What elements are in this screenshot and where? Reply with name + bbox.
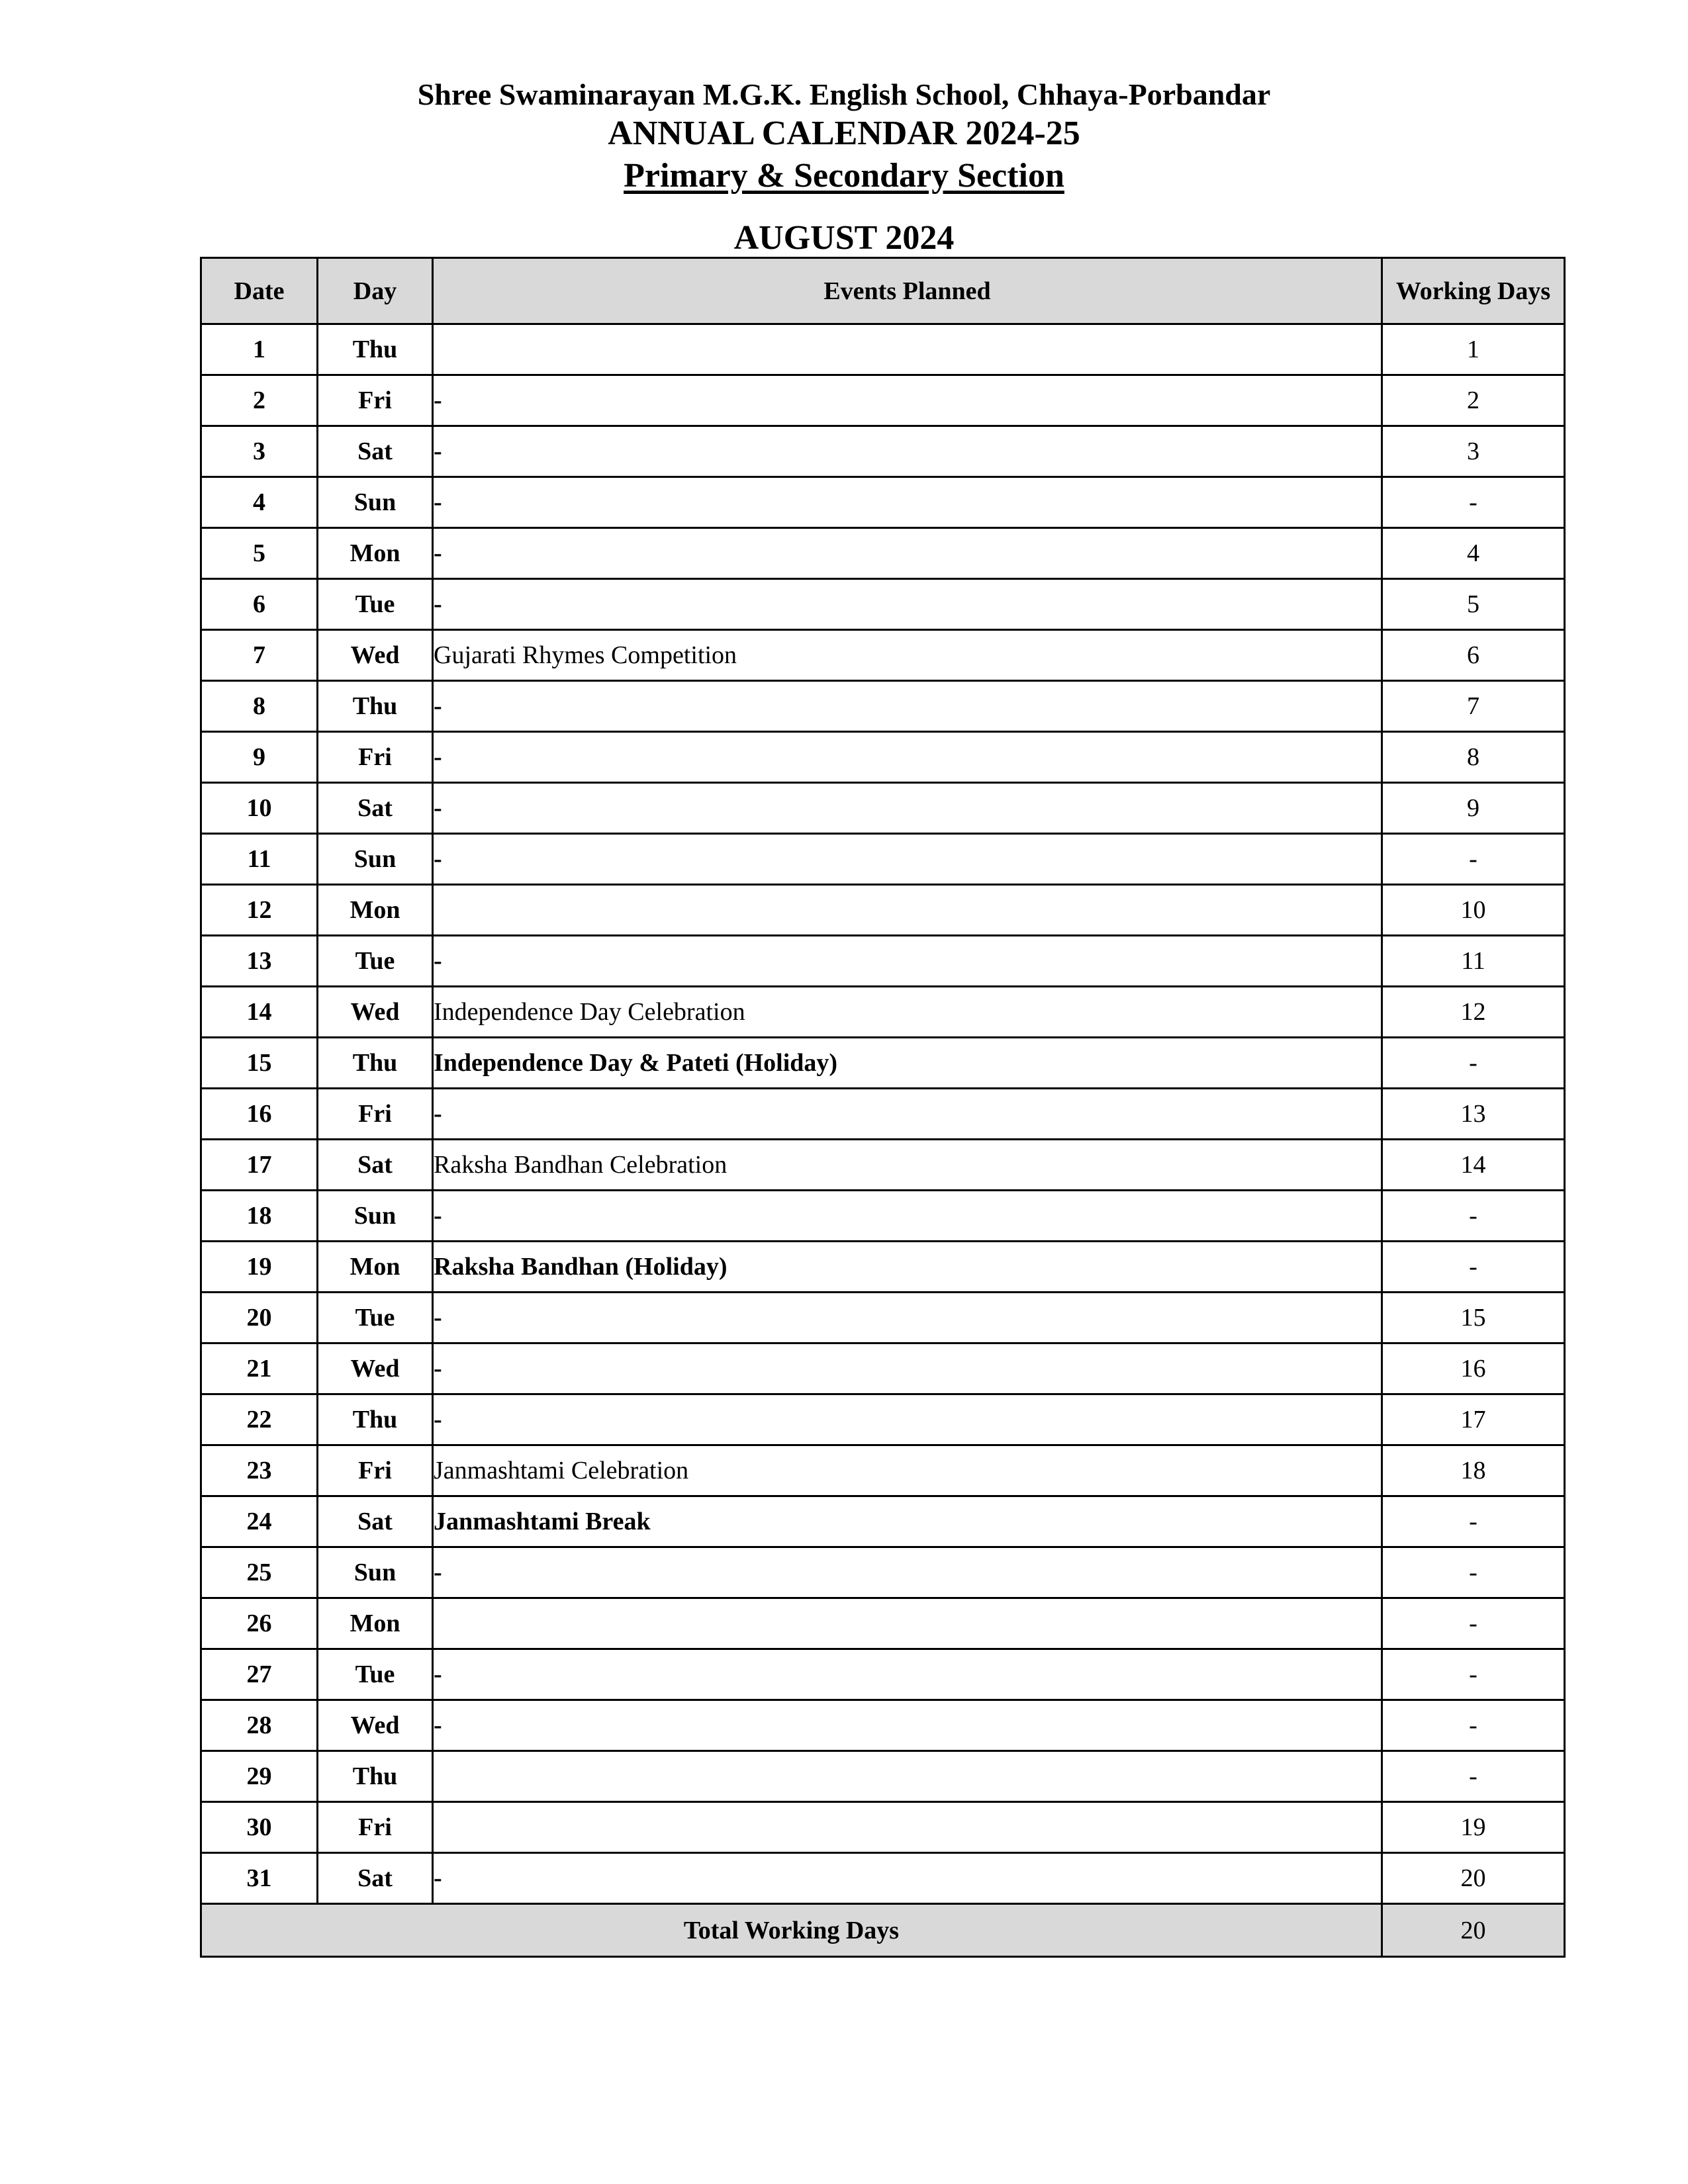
day-cell: Thu (318, 1751, 433, 1802)
day-cell: Mon (318, 1242, 433, 1293)
calendar-body (201, 324, 1565, 1904)
calendar-title: ANNUAL CALENDAR 2024-25 (608, 114, 1080, 152)
day-cell: Mon (318, 885, 433, 936)
table-row (201, 1242, 1565, 1293)
section-title: Primary & Secondary Section (624, 157, 1064, 195)
working-days-cell: 4 (1382, 528, 1565, 579)
table-row (201, 1649, 1565, 1700)
working-days-cell: - (1382, 1191, 1565, 1242)
date-cell: 6 (201, 579, 318, 630)
event-cell: - (433, 1649, 1382, 1700)
event-cell: - (433, 1089, 1382, 1140)
working-days-cell: - (1382, 834, 1565, 885)
table-row (201, 1445, 1565, 1496)
table-row (201, 1038, 1565, 1089)
working-days-cell: 8 (1382, 732, 1565, 783)
working-days-cell: 6 (1382, 630, 1565, 681)
day-cell: Wed (318, 630, 433, 681)
column-header-working-days: Working Days (1382, 258, 1565, 324)
date-cell: 25 (201, 1547, 318, 1598)
table-row (201, 1598, 1565, 1649)
event-cell: - (433, 426, 1382, 477)
day-cell: Thu (318, 324, 433, 375)
table-row (201, 324, 1565, 375)
table-row (201, 1802, 1565, 1853)
day-cell: Sat (318, 1853, 433, 1904)
day-cell: Fri (318, 1089, 433, 1140)
table-row (201, 528, 1565, 579)
working-days-cell: 11 (1382, 936, 1565, 987)
month-title: AUGUST 2024 (733, 219, 955, 257)
date-cell: 13 (201, 936, 318, 987)
table-row (201, 885, 1565, 936)
table-row (201, 783, 1565, 834)
day-cell: Sat (318, 426, 433, 477)
working-days-cell: 18 (1382, 1445, 1565, 1496)
event-cell: - (433, 1547, 1382, 1598)
date-cell: 20 (201, 1293, 318, 1343)
column-header-day: Day (318, 258, 433, 324)
day-cell: Sun (318, 1191, 433, 1242)
table-row (201, 1293, 1565, 1343)
date-cell: 17 (201, 1140, 318, 1191)
date-cell: 18 (201, 1191, 318, 1242)
working-days-cell: 3 (1382, 426, 1565, 477)
event-cell (433, 324, 1382, 375)
day-cell: Sat (318, 783, 433, 834)
date-cell: 22 (201, 1394, 318, 1445)
working-days-cell: 20 (1382, 1853, 1565, 1904)
event-cell: - (433, 783, 1382, 834)
table-row (201, 1496, 1565, 1547)
date-cell: 14 (201, 987, 318, 1038)
day-cell: Thu (318, 1038, 433, 1089)
working-days-cell: 10 (1382, 885, 1565, 936)
table-row (201, 630, 1565, 681)
table-row (201, 1700, 1565, 1751)
day-cell: Tue (318, 1293, 433, 1343)
date-cell: 24 (201, 1496, 318, 1547)
day-cell: Fri (318, 375, 433, 426)
event-cell (433, 1751, 1382, 1802)
working-days-cell: - (1382, 1598, 1565, 1649)
school-name: Shree Swaminarayan M.G.K. English School, Chhaya-Porbandar (417, 77, 1271, 111)
date-cell: 30 (201, 1802, 318, 1853)
day-cell: Fri (318, 1802, 433, 1853)
event-cell: - (433, 1191, 1382, 1242)
table-row (201, 987, 1565, 1038)
day-cell: Fri (318, 732, 433, 783)
working-days-cell: 14 (1382, 1140, 1565, 1191)
working-days-cell: 9 (1382, 783, 1565, 834)
date-cell: 7 (201, 630, 318, 681)
date-cell: 11 (201, 834, 318, 885)
table-row (201, 834, 1565, 885)
total-row (201, 1904, 1565, 1957)
day-cell: Mon (318, 528, 433, 579)
event-cell: - (433, 1853, 1382, 1904)
working-days-cell: 17 (1382, 1394, 1565, 1445)
day-cell: Sat (318, 1496, 433, 1547)
date-cell: 2 (201, 375, 318, 426)
working-days-cell: 5 (1382, 579, 1565, 630)
working-days-cell: - (1382, 1700, 1565, 1751)
event-cell: - (433, 681, 1382, 732)
event-cell: Independence Day Celebration (433, 987, 1382, 1038)
day-cell: Sun (318, 1547, 433, 1598)
event-cell: Janmashtami Break (433, 1496, 1382, 1547)
table-row (201, 477, 1565, 528)
table-row (201, 1089, 1565, 1140)
table-row (201, 1140, 1565, 1191)
date-cell: 1 (201, 324, 318, 375)
working-days-cell: 2 (1382, 375, 1565, 426)
event-cell (433, 885, 1382, 936)
working-days-cell: - (1382, 1242, 1565, 1293)
column-header-date: Date (201, 258, 318, 324)
working-days-cell: - (1382, 477, 1565, 528)
working-days-cell: - (1382, 1649, 1565, 1700)
date-cell: 12 (201, 885, 318, 936)
working-days-cell: 12 (1382, 987, 1565, 1038)
table-row (201, 579, 1565, 630)
date-cell: 26 (201, 1598, 318, 1649)
event-cell: - (433, 579, 1382, 630)
event-cell: - (433, 1343, 1382, 1394)
working-days-cell: 7 (1382, 681, 1565, 732)
event-cell: - (433, 1394, 1382, 1445)
working-days-cell: 19 (1382, 1802, 1565, 1853)
date-cell: 9 (201, 732, 318, 783)
event-cell: - (433, 375, 1382, 426)
day-cell: Wed (318, 987, 433, 1038)
table-row (201, 1751, 1565, 1802)
working-days-cell: - (1382, 1547, 1565, 1598)
date-cell: 23 (201, 1445, 318, 1496)
working-days-cell: 16 (1382, 1343, 1565, 1394)
day-cell: Sat (318, 1140, 433, 1191)
day-cell: Sun (318, 477, 433, 528)
event-cell: Raksha Bandhan Celebration (433, 1140, 1382, 1191)
day-cell: Thu (318, 681, 433, 732)
date-cell: 5 (201, 528, 318, 579)
day-cell: Wed (318, 1700, 433, 1751)
event-cell: - (433, 1293, 1382, 1343)
day-cell: Mon (318, 1598, 433, 1649)
table-row (201, 732, 1565, 783)
calendar-table (200, 257, 1566, 1958)
day-cell: Tue (318, 1649, 433, 1700)
total-label: Total Working Days (201, 1904, 1382, 1957)
table-row (201, 936, 1565, 987)
event-cell: - (433, 732, 1382, 783)
date-cell: 19 (201, 1242, 318, 1293)
day-cell: Sun (318, 834, 433, 885)
table-row (201, 1853, 1565, 1904)
date-cell: 4 (201, 477, 318, 528)
event-cell: Janmashtami Celebration (433, 1445, 1382, 1496)
day-cell: Thu (318, 1394, 433, 1445)
working-days-cell: - (1382, 1038, 1565, 1089)
date-cell: 29 (201, 1751, 318, 1802)
total-value: 20 (1382, 1904, 1565, 1957)
event-cell: - (433, 477, 1382, 528)
event-cell: Raksha Bandhan (Holiday) (433, 1242, 1382, 1293)
working-days-cell: 15 (1382, 1293, 1565, 1343)
day-cell: Wed (318, 1343, 433, 1394)
date-cell: 31 (201, 1853, 318, 1904)
working-days-cell: 1 (1382, 324, 1565, 375)
event-cell: - (433, 936, 1382, 987)
date-cell: 8 (201, 681, 318, 732)
table-row (201, 1547, 1565, 1598)
column-header-events: Events Planned (433, 258, 1382, 324)
working-days-cell: - (1382, 1751, 1565, 1802)
table-row (201, 1191, 1565, 1242)
header-row (201, 258, 1565, 324)
event-cell (433, 1802, 1382, 1853)
table-row (201, 681, 1565, 732)
day-cell: Fri (318, 1445, 433, 1496)
working-days-cell: 13 (1382, 1089, 1565, 1140)
table-row (201, 1343, 1565, 1394)
working-days-cell: - (1382, 1496, 1565, 1547)
table-row (201, 426, 1565, 477)
table-row (201, 1394, 1565, 1445)
day-cell: Tue (318, 936, 433, 987)
event-cell: - (433, 1700, 1382, 1751)
event-cell: Independence Day & Pateti (Holiday) (433, 1038, 1382, 1089)
table-row (201, 375, 1565, 426)
event-cell: - (433, 528, 1382, 579)
date-cell: 3 (201, 426, 318, 477)
event-cell (433, 1598, 1382, 1649)
date-cell: 28 (201, 1700, 318, 1751)
date-cell: 21 (201, 1343, 318, 1394)
event-cell: Gujarati Rhymes Competition (433, 630, 1382, 681)
date-cell: 10 (201, 783, 318, 834)
day-cell: Tue (318, 579, 433, 630)
event-cell: - (433, 834, 1382, 885)
date-cell: 27 (201, 1649, 318, 1700)
date-cell: 16 (201, 1089, 318, 1140)
date-cell: 15 (201, 1038, 318, 1089)
